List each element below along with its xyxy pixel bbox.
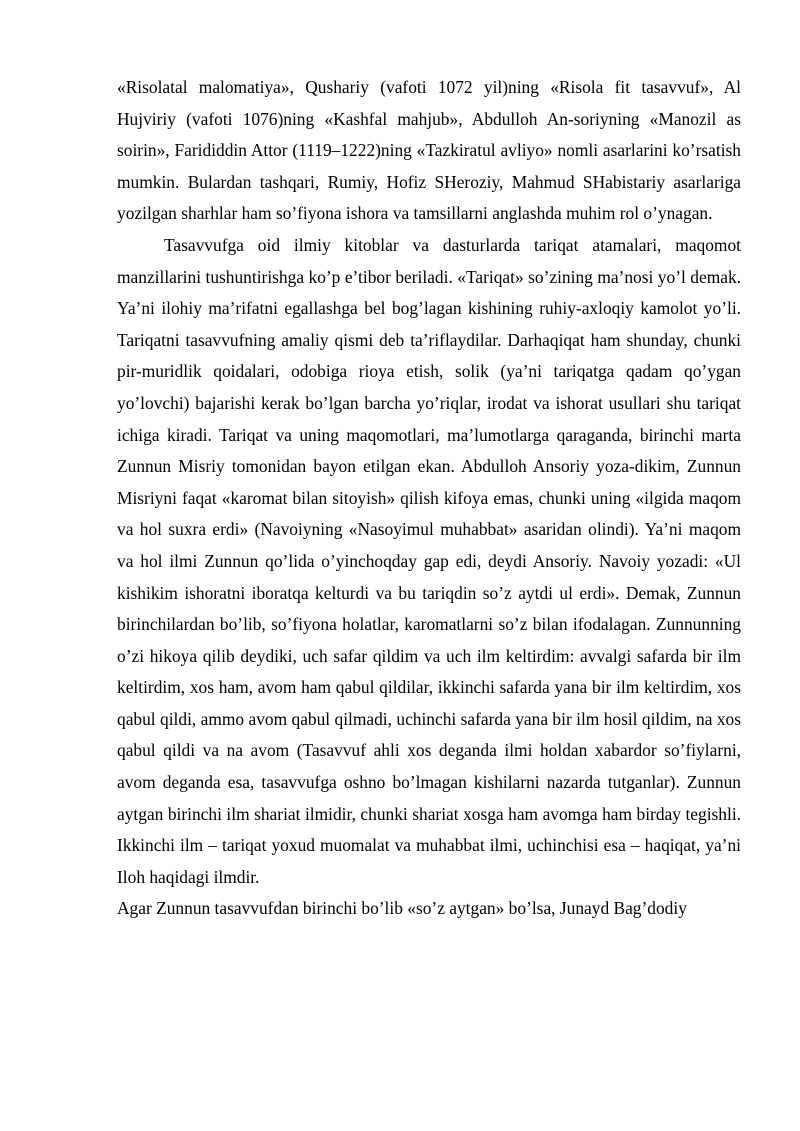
paragraph-3: Agar Zunnun tasavvufdan birinchi bo’lib «so’z aytgan» bo’lsa, Junayd Bag’dodiy <box>117 898 687 919</box>
paragraph-2: Tasavvufga oid ilmiy kitoblar va dasturlarda tariqat atamalari, maqomot manzillarini tushuntirishga ko’p e’tibor beriladi. «Tariqat» so’zining ma’nosi yo’l demak. Ya’ni ilohiy ma’rifatni egallashga bel bog’lagan kishining ruhiy-axloqiy kamolot yo’li. Tariqatni tasavvufning amaliy qismi deb ta’riflaydilar. Darhaqiqat ham shunday, chunki pir-muridlik qoidalari, odobiga rioya etish, solik (ya’ni tariqatga qadam qo’ygan yo’lovchi) bajarishi kerak bo’lgan barcha yo’riqlar, irodat va ishorat usullari shu tariqat ichiga kiradi. Tariqat va uning maqomotlari, ma’lumotlarga qaraganda, birinchi marta Zunnun Misriy tomonidan bayon etilgan ekan. Abdulloh Ansoriy yoza-dikim, Zunnun Misriyni faqat «karomat bilan sitoyish» qilish kifoya emas, chunki uning «ilgida maqom va hol suxra erdi» (Navoiyning «Nasoyimul muhabbat» asaridan olindi). Ya’ni maqom va hol ilmi Zunnun qo’lida o’yinchoqday gap edi, deydi Ansoriy. Navoiy yozadi: «Ul kishikim ishoratni iboratqa kelturdi va bu tariqdin so’z aytdi ul erdi». Demak, Zunnun birinchilardan bo’lib, so’fiyona holatlar, karomatlarni so’z bilan ifodalagan. Zunnunning o’zi hikoya qilib deydiki, uch safar qildim va uch ilm keltirdim: avvalgi safarda bir ilm keltirdim, xos ham, avom ham qabul qildilar, ikkinchi safarda yana bir ilm keltirdim, xos qabul qildi, ammo avom qabul qilmadi, uchinchi safarda yana bir ilm hosil qildim, na xos qabul qildi va na avom (Tasavvuf ahli xos deganda ilmi holdan xabardor so’fiylarni, avom deganda esa, tasavvufga oshno bo’lmagan kishilarni nazarda tutganlar). Zunnun aytgan birinchi ilm shariat ilmidir, chunki shariat xosga ham avomga ham birday tegishli. Ikkinchi ilm – tariqat yoxud muomalat va muhabbat ilmi, uchinchisi esa – haqiqat, ya’ni Iloh haqidagi ilmdir. <box>117 234 741 887</box>
paragraph-1: «Risolatal malomatiya», Qushariy (vafoti 1072 yil)ning «Risola fit tasavvuf», Al Hujviriy (vafoti 1076)ning «Kashfal mahjub», Abdulloh An-soriyning «Manozil as soirin», Farididdin Attor (1119–1222)ning «Tazkiratul avliyo» nomli asarlarini ko’rsatish mumkin. Bulardan tashqari, Rumiy, Hofiz SHeroziy, Mahmud SHabistariy asarlariga yozilgan sharhlar ham so’fiyona ishora va tamsillarni anglashda muhim rol o’ynagan. <box>117 77 741 224</box>
body-text <box>117 72 741 925</box>
